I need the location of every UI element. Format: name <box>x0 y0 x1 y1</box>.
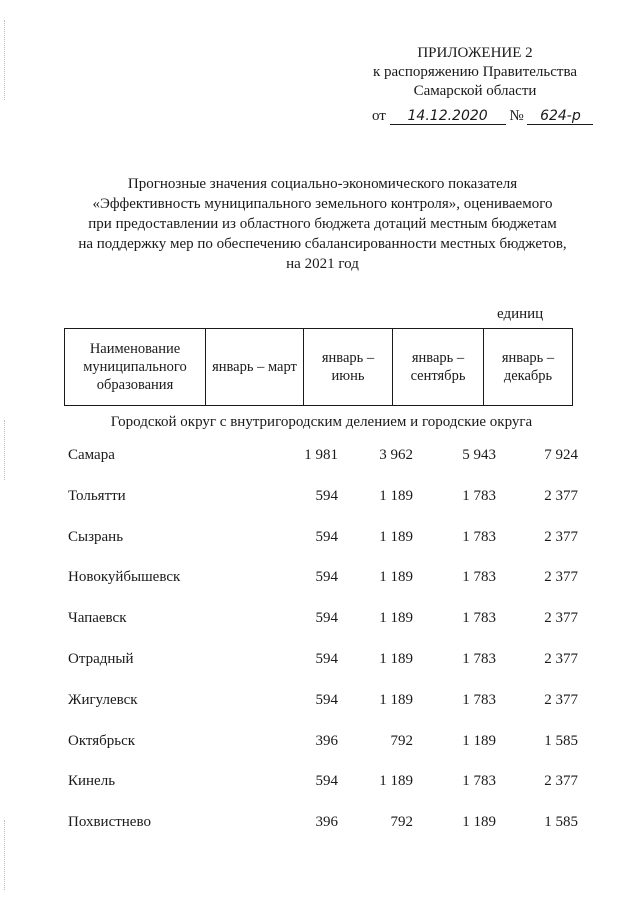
value-jan-sep: 1 783 <box>462 691 496 708</box>
value-jan-mar: 594 <box>315 650 338 667</box>
value-jan-mar: 396 <box>315 814 338 831</box>
municipality-name: Тольятти <box>68 487 126 504</box>
units-label: единиц <box>497 306 544 322</box>
value-jan-jun: 792 <box>390 814 413 831</box>
order-date: 14.12.2020 <box>390 109 506 125</box>
from-label: от <box>372 108 386 124</box>
title-line: на 2021 год <box>286 256 359 272</box>
document-title <box>40 174 605 274</box>
table-row <box>68 651 578 692</box>
header-municipality: Наименование муниципального образования <box>65 329 206 406</box>
table-row <box>68 569 578 610</box>
value-jan-jun: 1 189 <box>379 691 413 708</box>
value-jan-mar: 594 <box>315 487 338 504</box>
value-jan-jun: 1 189 <box>379 610 413 627</box>
value-jan-dec: 2 377 <box>544 773 578 790</box>
table-body <box>68 447 578 855</box>
value-jan-jun: 1 189 <box>379 569 413 586</box>
order-number: 624-р <box>527 109 593 125</box>
value-jan-jun: 1 189 <box>379 487 413 504</box>
order-reference <box>372 108 593 125</box>
value-jan-jun: 1 189 <box>379 528 413 545</box>
value-jan-jun: 792 <box>390 732 413 749</box>
municipality-name: Октябрьск <box>68 732 136 749</box>
value-jan-dec: 1 585 <box>544 732 578 749</box>
value-jan-sep: 1 783 <box>462 487 496 504</box>
title-line: «Эффективность муниципального земельного контроля», оцениваемого <box>92 196 553 212</box>
header-jan-jun: январь – июнь <box>304 329 393 406</box>
value-jan-sep: 1 783 <box>462 610 496 627</box>
value-jan-sep: 1 783 <box>462 650 496 667</box>
table-row <box>68 529 578 570</box>
municipality-name: Новокуйбышевск <box>68 569 181 586</box>
title-line: на поддержку мер по обеспечению сбалансированности местных бюджетов, <box>78 236 567 252</box>
section-title: Городской округ с внутригородским делением и городские округа <box>110 414 533 430</box>
value-jan-jun: 1 189 <box>379 650 413 667</box>
table-header <box>64 328 573 406</box>
value-jan-dec: 1 585 <box>544 814 578 831</box>
value-jan-mar: 396 <box>315 732 338 749</box>
number-label: № <box>509 108 524 124</box>
appendix-line-1: к распоряжению Правительства <box>372 64 577 80</box>
scan-edge-mark <box>4 820 19 890</box>
header-jan-sep: январь – сентябрь <box>393 329 484 406</box>
value-jan-jun: 3 962 <box>379 447 413 463</box>
header-row <box>65 329 573 406</box>
value-jan-dec: 2 377 <box>544 610 578 627</box>
table-row <box>68 610 578 651</box>
header-jan-mar: январь – март <box>206 329 304 406</box>
title-line: при предоставлении из областного бюджета дотаций местным бюджетам <box>88 216 557 232</box>
value-jan-sep: 1 189 <box>462 814 496 831</box>
value-jan-dec: 2 377 <box>544 691 578 708</box>
table-row <box>68 773 578 814</box>
scan-edge-mark <box>4 420 19 480</box>
value-jan-sep: 1 783 <box>462 528 496 545</box>
value-jan-mar: 594 <box>315 610 338 627</box>
appendix-title: ПРИЛОЖЕНИЕ 2 <box>417 45 533 61</box>
municipality-name: Жигулевск <box>68 691 138 708</box>
value-jan-mar: 1 981 <box>304 447 338 463</box>
value-jan-mar: 594 <box>315 528 338 545</box>
municipality-name: Сызрань <box>68 528 124 545</box>
value-jan-dec: 2 377 <box>544 487 578 504</box>
value-jan-sep: 1 189 <box>462 732 496 749</box>
value-jan-dec: 2 377 <box>544 650 578 667</box>
value-jan-mar: 594 <box>315 773 338 790</box>
table-row <box>68 814 578 855</box>
header-jan-dec: январь – декабрь <box>484 329 573 406</box>
value-jan-dec: 2 377 <box>544 569 578 586</box>
value-jan-jun: 1 189 <box>379 773 413 790</box>
table-row <box>68 447 578 488</box>
title-line: Прогнозные значения социально-экономического показателя <box>127 176 518 192</box>
value-jan-sep: 1 783 <box>462 569 496 586</box>
value-jan-dec: 2 377 <box>544 528 578 545</box>
municipality-name: Самара <box>68 447 115 463</box>
value-jan-mar: 594 <box>315 569 338 586</box>
scan-edge-mark <box>4 20 19 100</box>
table-row <box>68 733 578 774</box>
table-row <box>68 488 578 529</box>
municipality-name: Чапаевск <box>68 610 127 627</box>
value-jan-mar: 594 <box>315 691 338 708</box>
value-jan-sep: 5 943 <box>462 447 496 463</box>
municipality-name: Похвистнево <box>68 814 151 831</box>
appendix-line-2: Самарской области <box>413 83 537 99</box>
appendix-header <box>360 44 590 101</box>
value-jan-sep: 1 783 <box>462 773 496 790</box>
municipality-name: Отрадный <box>68 650 134 667</box>
municipality-name: Кинель <box>68 773 116 790</box>
value-jan-dec: 7 924 <box>544 447 578 463</box>
table-row <box>68 692 578 733</box>
